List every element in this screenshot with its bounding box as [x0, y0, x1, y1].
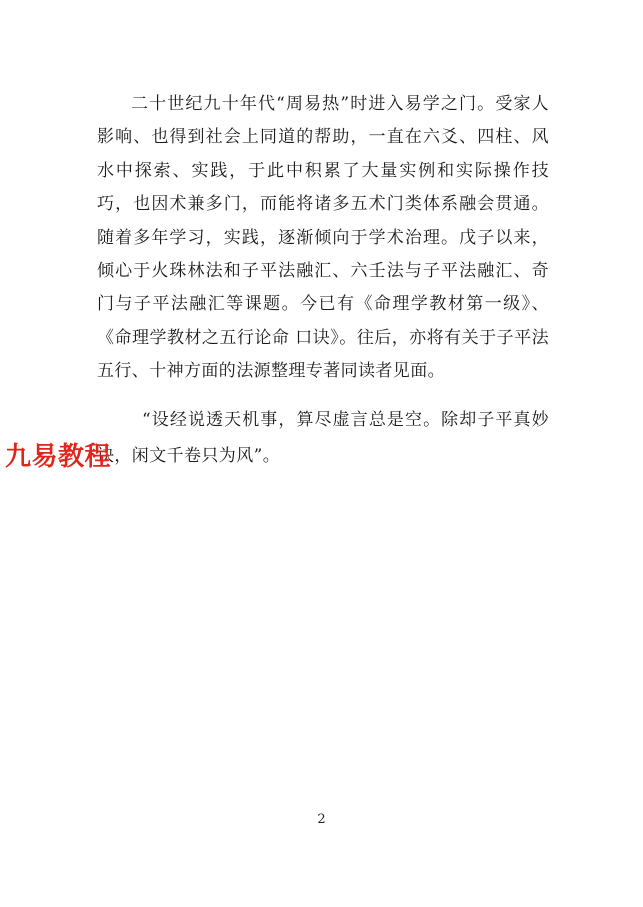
page-number: 2	[317, 812, 326, 827]
watermark-logo: 九易教程	[5, 442, 112, 472]
paragraph-quote: “设经说透天机事，算尽虚言总是空。除却子平真妙诀，闲文千卷只为风”。	[97, 409, 549, 466]
body-text	[97, 88, 549, 474]
paragraph-intro: 二十世纪九十年代“周易热”时进入易学之门。受家人影响、也得到社会上同道的帮助，一直在六爻、四柱、风水中探索、实践，于此中积累了大量实例和实际操作技巧，也因术兼多门，而能将诸多五术门类体系融会贯通。随着多年学习，实践，逐渐倾向于学术治理。戊子以来，倾心于火珠林法和子平法融汇、六壬法与子平法融汇、奇门与子平法融汇等课题。今已有《命理学教材第一级》、《命理学教材之五行论命 口诀》。往后，亦将有关于子平法五行、十神方面的法源整理专著同读者见面。	[97, 94, 549, 382]
